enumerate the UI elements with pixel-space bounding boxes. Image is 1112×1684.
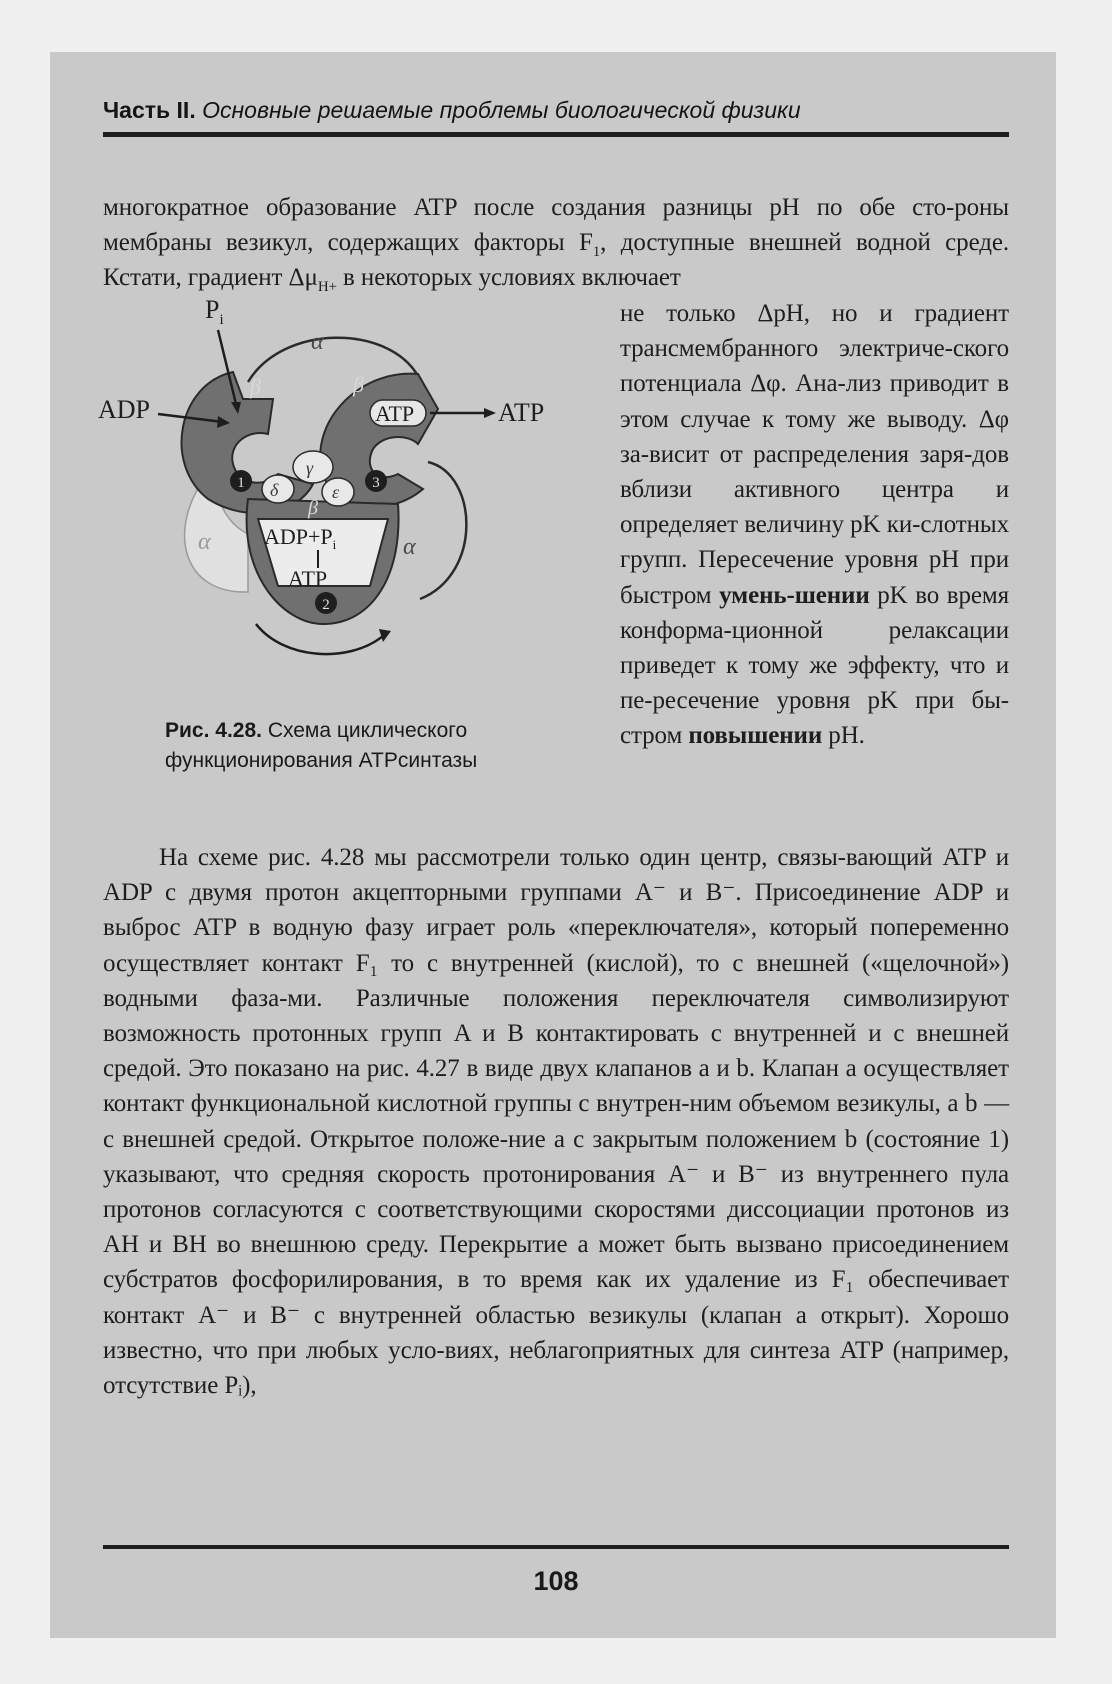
p2-text-b: pK во время конформа-ционной релаксации приведет к тому же эффекту, что и пе-ресечение уровня pK при бы-стром [620,581,1010,750]
paragraph-1 [103,190,1009,296]
num-2: 2 [322,597,330,613]
figure-caption [165,716,545,776]
adp-left-label: ADP [98,395,151,424]
p2-text-c: pH. [822,722,865,750]
rotation-arrowhead [379,629,391,642]
atp-synthase-figure [98,295,598,704]
alpha-label-top: α [311,329,324,355]
num-1: 1 [237,475,245,491]
page-number: 108 [533,1566,579,1596]
alpha-label-left: α [198,529,211,555]
header-title: Основные решаемые проблемы биологической физики [202,97,801,123]
delta-label: δ [270,480,279,500]
gamma-label: γ [306,458,314,478]
p2-bold-b: повышении [688,722,823,750]
running-header [103,95,1009,125]
atp-inside-label: ATP [375,401,415,426]
beta-label-bottom: β [308,497,318,519]
p2-bold-a: умень-шении [719,581,870,609]
p1-text-c: в некоторых условиях включает [336,264,681,292]
num-3: 3 [372,475,380,491]
adp-pi-label: $ADP+P_i$ [264,524,337,552]
p2-text-a: не только ΔpH, но и градиент трансмембранного электриче-ского потенциала Δφ. Ана-лиз приводит в этом случае к тому же выводу. Δφ за-висит от распределения заря-дов вблизи активного центра и определяет величину pK ки-слотных групп. Пересечение уровня pH при быстром [620,300,1009,609]
p1-text-b: , доступные внешней водной среде. Кстати, градиент Δμ [103,229,1010,292]
p1-sub-a: 1 [592,244,601,261]
alpha-arc-right [420,462,466,599]
paragraph-2 [620,296,1009,754]
beta-label-left: β [250,374,261,399]
alpha-label-right: α [403,534,416,560]
caption-label: Рис. 4.28. [165,719,262,742]
header-rule [103,132,1009,137]
header-part: Часть II. [103,97,196,123]
atp-right-label: ATP [498,398,545,427]
epsilon-label: ε [332,482,340,502]
caption-text: Схема циклического функционирования ATPсинтазы [165,719,478,772]
rotation-arrow [256,624,383,654]
atp-arrowhead [484,408,496,418]
beta-label-right: β [353,372,364,397]
pi-label: $P_i$ [205,295,224,328]
paragraph-3: На схеме рис. 4.28 мы рассмотрели только один центр, связы-вающий ATP и ADP с двумя протон акцепторными группами A⁻ и B⁻. Присоединение ADP и выброс ATP в водную фазу играет роль «переключателя», который попеременно осуществляет контакт F₁ то с внутренней (кислой), то с внешней («щелочной») водными фаза-ми. Различные положения переключателя символизируют возможность протонных групп A и B контактировать с внутренней и с внешней средой. Это показано на рис. 4.27 в виде двух клапанов a и b. Клапан a осуществляет контакт функциональной кислотной группы с внутрен-ним объемом везикулы, а b — с внешней средой. Открытое положе-ние a с закрытым положением b (состояние 1) указывают, что средняя скорость протонирования A⁻ и B⁻ из внутреннего пула протонов согласуются с соответствующими скоростями диссоциации протонов из AH и BH во внешнюю среду. Перекрытие a может быть вызвано присоединением субстратов фосфорилирования, в то время как их удаление из F₁ обеспечивает контакт A⁻ и B⁻ с внутренней областью везикулы (клапан a открыт). Хорошо известно, что при любых усло-виях, неблагоприятных для синтеза ATP (например, отсутствие Pᵢ), [103,844,1009,1400]
footer-rule [103,1545,1009,1549]
p1-sub-b: H+ [317,279,337,296]
p1-text-a: многократное образование ATP после создания разницы pH по обе сто-роны мембраны везикул, содержащих факторы F [103,194,1009,257]
atp-bottom-label: ATP [288,566,328,591]
